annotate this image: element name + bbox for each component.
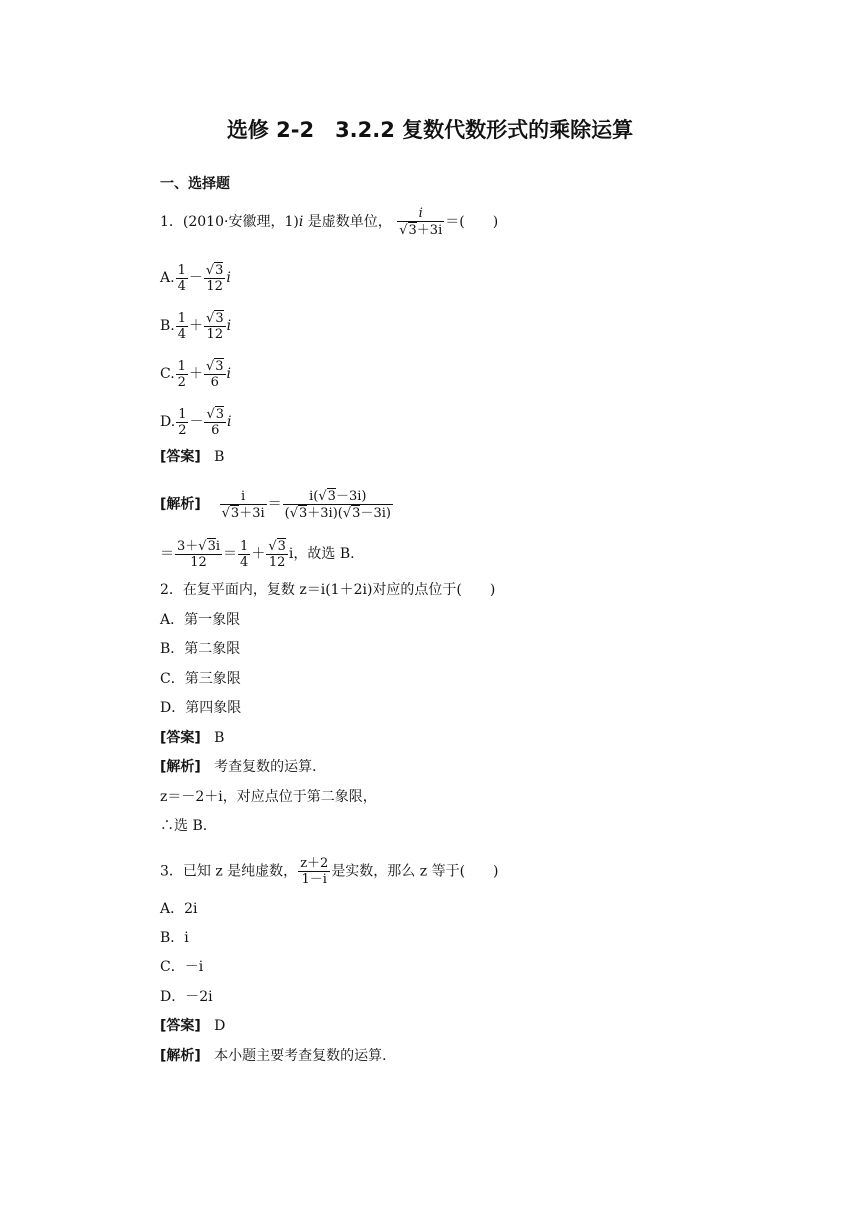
q3-answer: [答案] D xyxy=(160,1018,226,1034)
q1-answer: [答案] B xyxy=(160,449,225,465)
q3-explain: [解析] 本小题主要考查复数的运算． xyxy=(160,1048,397,1064)
q3-option-d: D．－2i xyxy=(160,989,213,1005)
q3-option-c: C．－i xyxy=(160,959,204,975)
q2-answer: [答案] B xyxy=(160,730,225,746)
q3-stem: 3．已知 z 是纯虚数， $\frac{z+2}{1-i}$ 是实数，那么 z 等于( ) xyxy=(160,856,499,887)
document-title: 选修 2-2 3.2.2 复数代数形式的乘除运算 xyxy=(226,118,634,142)
answer-tag: [答案] xyxy=(160,449,201,465)
q1-option-b: B. $\frac{1}{4}$ ＋ $\frac{√3}{12}$ i xyxy=(160,310,232,342)
q1-var-i: i xyxy=(298,214,304,230)
q1-explain-line2: ＝ $\frac{3+√3i}{12}$ ＝ $\frac{1}{4}$ ＋ $\frac{√3}{12}$ i，故选 B. xyxy=(160,538,355,570)
q1-option-a: A. $\frac{1}{4}$ － $\frac{√3}{12}$ i xyxy=(160,262,231,294)
q2-explain-line2: z＝－2＋i，对应点位于第二象限， xyxy=(160,789,377,805)
q1-stem-prefix: 1．(2010·安徽理，1) xyxy=(160,214,299,230)
q2-option-c: C．第三象限 xyxy=(160,671,241,687)
q2-stem: 2．在复平面内，复数 z＝i(1＋2i)对应的点位于( ) xyxy=(160,582,496,598)
q1-frac-num: i xyxy=(397,206,444,222)
q1-sqrt: √3 xyxy=(399,223,417,238)
section-heading: 一、选择题 xyxy=(160,176,230,192)
q2-option-b: B．第二象限 xyxy=(160,641,241,657)
q3-option-a: A．2i xyxy=(160,901,198,917)
q2-explain: [解析] 考查复数的运算． xyxy=(160,759,327,775)
explain-tag: [解析] xyxy=(160,496,201,513)
q2-option-d: D．第四象限 xyxy=(160,700,242,716)
q1-option-c: C. $\frac{1}{2}$ ＋ $\frac{√3}{6}$ i xyxy=(160,358,232,390)
q2-explain-line3: ∴选 B. xyxy=(160,818,208,834)
q1-stem xyxy=(160,206,498,238)
q1-stem-suffix: ＝( ) xyxy=(445,214,499,230)
q2-option-a: A．第一象限 xyxy=(160,612,241,628)
q1-option-d: D. $\frac{1}{2}$ － $\frac{√3}{6}$ i xyxy=(160,406,232,438)
q1-fraction: $\frac{i}{√3+3i}$ xyxy=(399,206,443,238)
q1-explain-line1: [解析] $\frac{i}{√3+3i}$ ＝ $\frac{i(√3-3i)}{(√3+3i)(√3-3i)}$ xyxy=(160,488,391,521)
q3-option-b: B．i xyxy=(160,930,189,946)
q1-stem-mid: 是虚数单位， xyxy=(303,214,392,230)
q3-fraction: $\frac{z+2}{1-i}$ xyxy=(300,856,329,887)
